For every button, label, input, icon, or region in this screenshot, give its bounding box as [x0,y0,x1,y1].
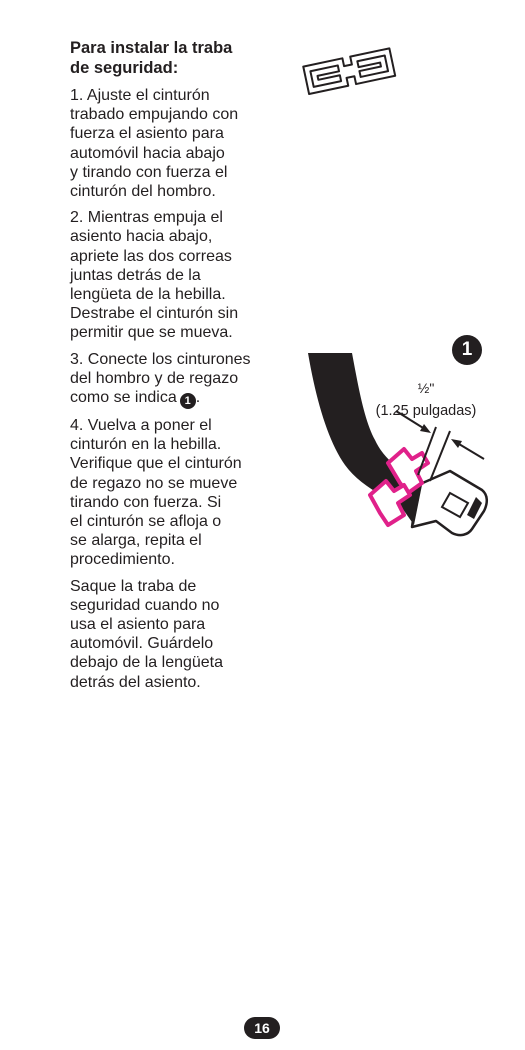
storage-note [70,577,285,692]
step-4-line: se alarga, repita el [70,532,202,550]
step-1-line: trabado empujando con [70,106,239,124]
step-1-line: automóvil hacia abajo [70,144,225,162]
step-2 [70,208,285,342]
storage-note-line: Saque la traba de [70,577,197,595]
step-3-last-line [70,388,285,409]
step-2-line: asiento hacia abajo, [70,228,213,246]
heading-line-2: de seguridad: [70,59,179,77]
step-4-line: cinturón en la hebilla. [70,436,222,454]
step-1 [70,86,285,201]
step-4-line: procedimiento. [70,551,175,569]
figure-marker-inline: 1 [180,393,196,409]
step-1-line: fuerza el asiento para [70,125,224,143]
step-3-line: del hombro y de regazo [70,369,239,387]
section-heading [70,38,285,78]
step-3 [70,350,285,409]
step-1-line: cinturón del hombro. [70,183,216,201]
step-2-line: permitir que se mueva. [70,324,233,342]
step-4-line: el cinturón se afloja o [70,513,222,531]
step-3-period: . [195,389,201,407]
storage-note-line: debajo de la lengüeta [70,654,224,672]
storage-note-line: automóvil. Guárdelo [70,635,214,653]
storage-note-line: usa el asiento para [70,616,206,634]
step-4-line: tirando con fuerza. Si [70,493,222,511]
locking-clip-illustration [295,35,405,105]
step-2-line: lengüeta de la hebilla. [70,286,226,304]
step-3-text: como se indica [70,389,177,407]
instructions-column [70,38,285,699]
step-2-line: 2. Mientras empuja el [70,209,223,227]
storage-note-line: seguridad cuando no [70,596,220,614]
heading-line-1: Para instalar la traba [70,39,233,57]
page-number: 16 [244,1017,280,1039]
step-2-line: apriete las dos correas [70,247,232,265]
belt-clip-figure [300,345,500,560]
step-1-line: 1. Ajuste el cinturón [70,87,210,104]
seat-belt [308,353,404,505]
step-4 [70,416,285,570]
measure-fraction: ½" [417,380,435,396]
step-1-line: y tirando con fuerza el [70,163,228,181]
step-2-line: juntas detrás de la [70,266,201,284]
measure-metric: (1.25 pulgadas) [375,403,477,419]
step-4-line: 4. Vuelva a poner el [70,417,212,435]
step-4-line: de regazo no se mueve [70,474,238,492]
step-4-line: Verifique que el cinturón [70,455,242,473]
step-3-line: 3. Conecte los cinturones [70,350,251,368]
storage-note-line: detrás del asiento. [70,673,201,691]
step-2-line: Destrabe el cinturón sin [70,305,239,323]
figure-1-marker: 1 [452,335,482,365]
